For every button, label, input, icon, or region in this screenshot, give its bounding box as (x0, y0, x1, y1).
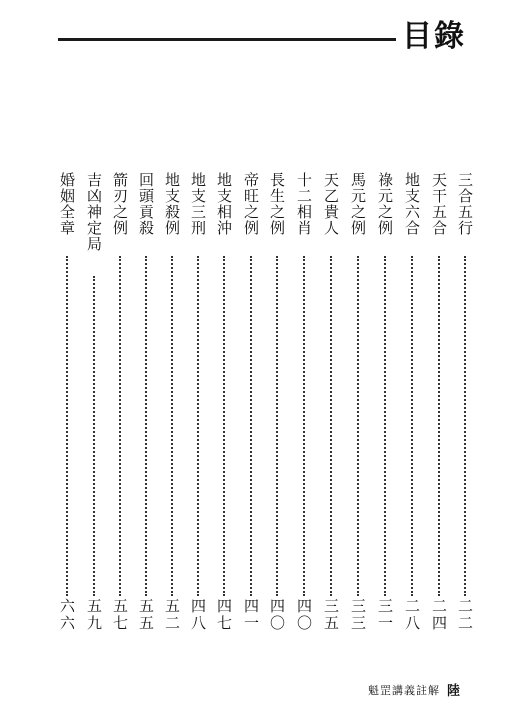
title-rule (58, 38, 396, 41)
toc-entry-page: 五五 (137, 598, 155, 632)
toc-entry-page: 五九 (85, 598, 103, 632)
toc-entry-page: 二二 (456, 598, 474, 632)
toc-entry-title: 十二相肖 (295, 172, 313, 236)
toc-entry-page: 四〇 (268, 598, 286, 632)
toc-entry (267, 172, 287, 644)
toc-entry-title: 地支六合 (403, 172, 421, 236)
dot-leader (197, 256, 199, 596)
dot-leader (66, 256, 68, 596)
toc-entry-title: 三合五行 (456, 172, 474, 236)
toc-entry-title: 地支殺例 (163, 172, 181, 236)
toc-entry-title: 馬元之例 (349, 172, 367, 236)
toc-entry (402, 172, 422, 644)
toc-entry (348, 172, 368, 644)
toc-entry-page: 五二 (163, 598, 181, 632)
toc-entry-title: 回頭貢殺 (137, 172, 155, 236)
toc-entry (214, 172, 234, 644)
toc-entry (294, 172, 314, 644)
toc-entry-page: 四〇 (295, 598, 313, 632)
dot-leader (171, 256, 173, 596)
toc-entry (375, 172, 395, 644)
toc-entry-title: 婚姻全章 (58, 172, 76, 236)
toc-entry-title: 吉凶神定局 (85, 172, 103, 252)
toc-entry (57, 172, 77, 644)
toc-entry-page: 三三 (349, 598, 367, 632)
dot-leader (145, 256, 147, 596)
toc-entry-page: 四七 (215, 598, 233, 632)
toc-entry-title: 長生之例 (268, 172, 286, 236)
table-of-contents (0, 172, 512, 652)
dot-leader (411, 256, 413, 596)
dot-leader (223, 256, 225, 596)
dot-leader (276, 256, 278, 596)
toc-entry (162, 172, 182, 644)
toc-entry (455, 172, 475, 644)
toc-entry-title: 天干五合 (430, 172, 448, 236)
dot-leader (330, 256, 332, 596)
toc-entry-page: 三一 (376, 598, 394, 632)
toc-entry-title: 地支三刑 (189, 172, 207, 236)
dot-leader (119, 256, 121, 596)
toc-entry (321, 172, 341, 644)
dot-leader (384, 256, 386, 596)
book-title: 魁罡講義註解 (368, 684, 440, 697)
toc-entry (241, 172, 261, 644)
toc-entry (429, 172, 449, 644)
toc-entry-page: 二八 (403, 598, 421, 632)
toc-entry (110, 172, 130, 644)
dot-leader (357, 256, 359, 596)
toc-entry-title: 祿元之例 (376, 172, 394, 236)
toc-entry-title: 箭刃之例 (111, 172, 129, 236)
dot-leader (438, 256, 440, 596)
dot-leader (303, 256, 305, 596)
dot-leader (250, 256, 252, 596)
toc-entry-page: 六六 (58, 598, 76, 632)
toc-entry-page: 四一 (242, 598, 260, 632)
toc-entry-title: 帝旺之例 (242, 172, 260, 236)
toc-entry-page: 二四 (430, 598, 448, 632)
toc-entry-page: 三五 (322, 598, 340, 632)
page-title: 目錄 (402, 19, 466, 54)
toc-entry-title: 天乙貴人 (322, 172, 340, 236)
toc-entry-title: 地支相沖 (215, 172, 233, 236)
page-number: 陸 (447, 684, 461, 699)
toc-entry-page: 五七 (111, 598, 129, 632)
toc-entry-page: 四八 (189, 598, 207, 632)
dot-leader (93, 276, 95, 596)
toc-entry (84, 172, 104, 644)
toc-entry (188, 172, 208, 644)
toc-entry (136, 172, 156, 644)
dot-leader (464, 256, 466, 596)
